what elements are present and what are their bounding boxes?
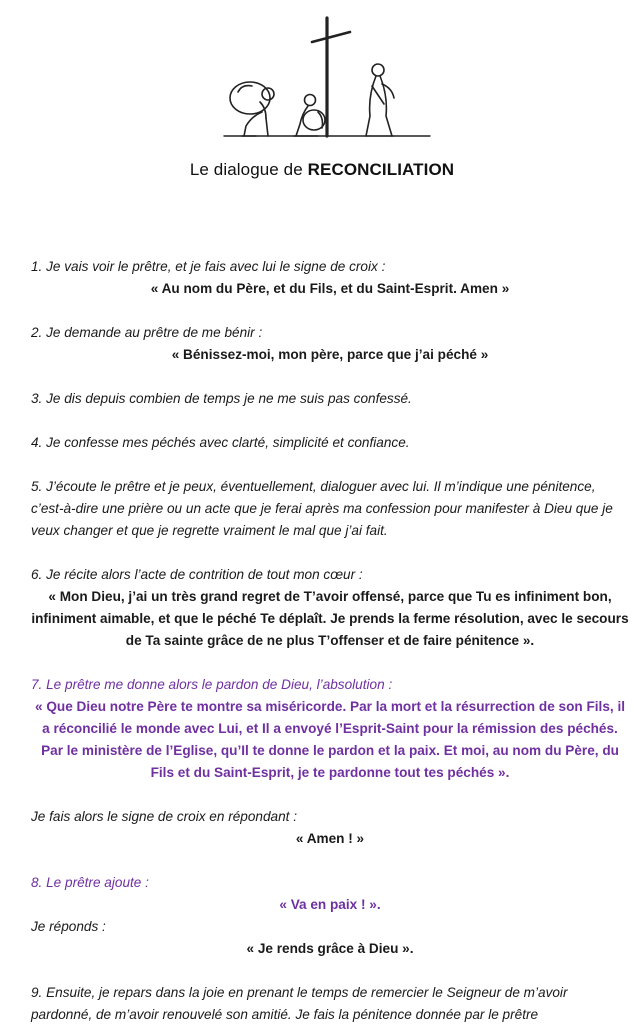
step-quote: « Va en paix ! ». — [279, 897, 381, 912]
page-title — [0, 160, 644, 180]
reconciliation-illustration — [222, 12, 432, 144]
step-2 — [31, 322, 629, 366]
step-9 — [31, 982, 629, 1026]
burdened-figure-icon — [230, 82, 274, 136]
step-intro: 1. Je vais voir le prêtre, et je fais avec lui le signe de croix : — [31, 259, 386, 274]
step-7 — [31, 674, 629, 784]
step-intro: 9. Ensuite, je repars dans la joie en prenant le temps de remercier le Seigneur de m’avoir pardonné, de m’avoir renouvelé son amitié. Je fais la pénitence donnée par le prêtre — [31, 985, 568, 1022]
step-quote: « Au nom du Père, et du Fils, et du Saint-Esprit. Amen » — [150, 281, 510, 296]
absolution-quote: « Que Dieu notre Père te montre sa miséricorde. Par la mort et la résurrection de son Fils, il a réconcilié le monde avec Lui, et Il a envoyé l’Esprit-Saint pour la rémission des péchés. Par le ministère de l’Eglise, qu’Il te donne le pardon et la paix. Et moi, au nom du Père, du Fils et du Saint-Esprit, je te pardonne tout tes péchés ». — [34, 699, 625, 780]
step-intro: 8. Le prêtre ajoute : — [31, 875, 149, 890]
step-quote: « Bénissez-moi, mon père, parce que j’ai péché » — [171, 347, 489, 362]
response-quote: « Amen ! » — [295, 831, 365, 846]
title-bold: RECONCILIATION — [307, 160, 455, 179]
cross-icon — [312, 18, 350, 136]
step-5 — [31, 476, 629, 542]
step-3 — [31, 388, 629, 410]
step-intro: 6. Je récite alors l’acte de contrition de tout mon cœur : — [31, 567, 363, 582]
response-intro: Je réponds : — [31, 919, 106, 934]
response-quote: « Je rends grâce à Dieu ». — [246, 941, 414, 956]
step-intro: 4. Je confesse mes péchés avec clarté, simplicité et confiance. — [31, 435, 410, 450]
step-1 — [31, 256, 629, 300]
step-6 — [31, 564, 629, 652]
step-4 — [31, 432, 629, 454]
step-intro: 5. J’écoute le prêtre et je peux, éventuellement, dialoguer avec lui. Il m’indique une pénitence, c’est-à-dire une prière ou un acte que je ferai après ma confession pour manifester à Dieu que je veux changer et que je regrette vraiment le mal que j’ai fait. — [31, 479, 613, 538]
step-quote: « Mon Dieu, j’ai un très grand regret de T’avoir offensé, parce que Tu es infiniment bon, infiniment aimable, et que le péché Te déplaît. Je prends la ferme résolution, avec le secours de Ta sainte grâce de ne plus T’offenser et de faire pénitence ». — [31, 589, 629, 648]
standing-figure-icon — [366, 64, 394, 136]
step-8 — [31, 872, 629, 960]
step-intro: 7. Le prêtre me donne alors le pardon de Dieu, l’absolution : — [31, 677, 393, 692]
title-prefix: Le dialogue de — [189, 160, 303, 179]
dialogue-content — [31, 256, 629, 1026]
step-intro: 2. Je demande au prêtre de me bénir : — [31, 325, 263, 340]
kneeling-figure-icon — [294, 95, 325, 137]
step-7-response — [31, 806, 629, 850]
response-intro: Je fais alors le signe de croix en répondant : — [31, 809, 297, 824]
step-intro: 3. Je dis depuis combien de temps je ne me suis pas confessé. — [31, 391, 412, 406]
